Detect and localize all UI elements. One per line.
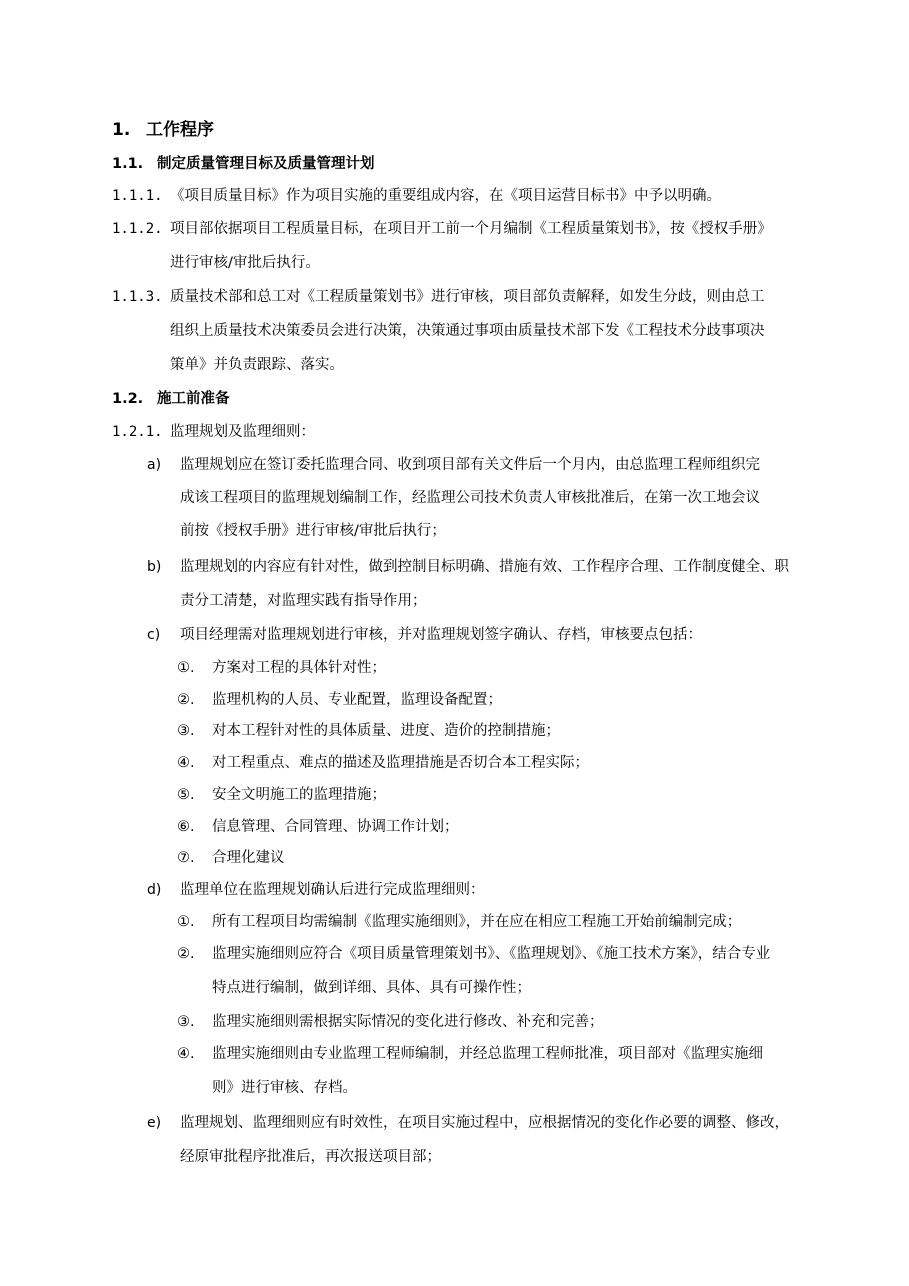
sub-item-marker: ⑥. xyxy=(177,819,195,835)
sub-item-text: 对本工程针对性的具体质量、进度、造价的控制措施； xyxy=(212,723,560,739)
sub-item-marker: ④. xyxy=(177,1046,195,1062)
sub-item-text: 监理实施细则应符合《项目质量管理策划书》、《监理规划》、《施工技术方案》，结合专业 xyxy=(212,946,771,962)
sub-item-marker: ③. xyxy=(177,723,195,739)
clause-text: 策单》并负责跟踪、落实。 xyxy=(170,357,344,373)
item-text: 监理单位在监理规划确认后进行完成监理细则： xyxy=(180,882,485,898)
sub-item-marker: ⑦. xyxy=(177,850,195,866)
section-1-2-heading xyxy=(112,389,230,409)
clause-number: 1.1.2. xyxy=(112,221,163,237)
clause-number: 1.1.1. xyxy=(112,188,163,204)
sub-item-marker: ①. xyxy=(177,914,195,930)
section-1-1-heading xyxy=(112,154,375,174)
sub-item-marker: ①. xyxy=(177,660,195,676)
section-title: 制定质量管理目标及质量管理计划 xyxy=(157,156,375,172)
item-text: 监理规划的内容应有针对性，做到控制目标明确、措施有效、工作程序合理、工作制度健全、职 xyxy=(180,559,789,575)
clause-text: 《项目质量目标》作为项目实施的重要组成内容，在《项目运营目标书》中予以明确。 xyxy=(170,188,721,204)
clause-number: 1.1.3. xyxy=(112,289,163,305)
item-text: 经原审批程序批准后，再次报送项目部； xyxy=(180,1149,441,1165)
clause-number: 1.2.1. xyxy=(112,424,163,440)
item-text: 前按《授权手册》进行审核/审批后执行； xyxy=(180,523,446,539)
section-number: 1.1. xyxy=(112,156,144,172)
clause-text: 质量技术部和总工对《工程质量策划书》进行审核，项目部负责解释，如发生分歧，则由总工 xyxy=(170,289,765,305)
sub-item-text: 监理机构的人员、专业配置，监理设备配置； xyxy=(212,692,502,708)
item-text: 监理规划应在签订委托监理合同、收到项目部有关文件后一个月内，由总监理工程师组织完 xyxy=(180,457,760,473)
clause-text: 监理规划及监理细则： xyxy=(170,424,315,440)
section-title: 工作程序 xyxy=(146,120,214,140)
item-letter: b) xyxy=(147,559,162,575)
sub-item-text: 则》进行审核、存档。 xyxy=(212,1080,357,1096)
sub-item-text: 特点进行编制，做到详细、具体、具有可操作性； xyxy=(212,980,531,996)
sub-item-marker: ②. xyxy=(177,946,195,962)
sub-item-text: 方案对工程的具体针对性； xyxy=(212,660,386,676)
sub-item-marker: ⑤. xyxy=(177,787,195,803)
item-letter: a) xyxy=(147,457,162,473)
item-letter: c) xyxy=(147,627,161,643)
sub-item-marker: ③. xyxy=(177,1014,195,1030)
sub-item-marker: ②. xyxy=(177,692,195,708)
clause-text: 项目部依据项目工程质量目标，在项目开工前一个月编制《工程质量策划书》，按《授权手册》 xyxy=(170,221,772,237)
clause-text: 进行审核/审批后执行。 xyxy=(170,255,320,271)
item-text: 监理规划、监理细则应有时效性，在项目实施过程中，应根据情况的变化作必要的调整、修改， xyxy=(180,1115,789,1131)
sub-item-text: 所有工程项目均需编制《监理实施细则》，并在应在相应工程施工开始前编制完成； xyxy=(212,914,742,930)
sub-item-text: 合理化建议 xyxy=(212,850,285,866)
item-letter: e) xyxy=(147,1115,162,1131)
section-title: 施工前准备 xyxy=(157,391,230,407)
item-text: 项目经理需对监理规划进行审核，并对监理规划签字确认、存档，审核要点包括： xyxy=(180,627,702,643)
sub-item-text: 对工程重点、难点的描述及监理措施是否切合本工程实际； xyxy=(212,755,589,771)
item-text: 成该工程项目的监理规划编制工作，经监理公司技术负责人审核批准后，在第一次工地会议 xyxy=(180,490,760,506)
section-number: 1. xyxy=(112,120,131,140)
sub-item-text: 信息管理、合同管理、协调工作计划； xyxy=(212,819,459,835)
sub-item-text: 安全文明施工的监理措施； xyxy=(212,787,386,803)
clause-text: 组织上质量技术决策委员会进行决策，决策通过事项由质量技术部下发《工程技术分歧事项决 xyxy=(170,323,765,339)
item-letter: d) xyxy=(147,882,162,898)
sub-item-text: 监理实施细则需根据实际情况的变化进行修改、补充和完善； xyxy=(212,1014,604,1030)
item-text: 责分工清楚，对监理实践有指导作用； xyxy=(180,593,427,609)
section-number: 1.2. xyxy=(112,391,144,407)
section-1-heading xyxy=(112,119,214,141)
sub-item-text: 监理实施细则由专业监理工程师编制，并经总监理工程师批准，项目部对《监理实施细 xyxy=(212,1046,763,1062)
sub-item-marker: ④. xyxy=(177,755,195,771)
